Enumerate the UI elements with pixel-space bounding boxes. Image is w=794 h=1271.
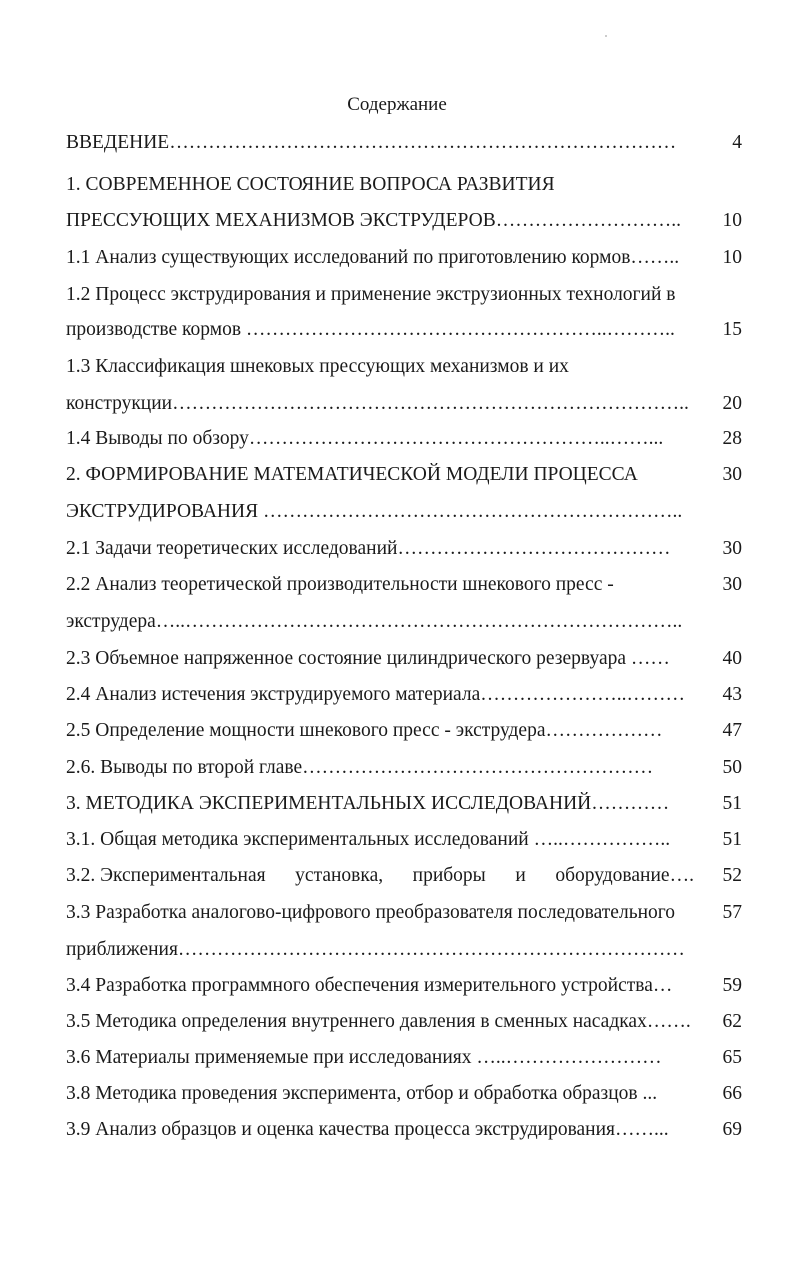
toc-entry-word: установка,	[295, 865, 384, 886]
toc-entry-text: ВВЕДЕНИЕ……………………………………………………………………	[66, 132, 677, 153]
toc-line	[66, 898, 746, 928]
toc-line	[66, 644, 746, 674]
toc-entry-text: 3.3 Разработка аналогово-цифрового преобразователя последовательного	[66, 902, 676, 923]
toc-entry-text: 3. МЕТОДИКА ЭКСПЕРИМЕНТАЛЬНЫХ ИССЛЕДОВАНИЙ…………	[66, 793, 670, 814]
toc-line	[66, 424, 746, 454]
toc-entry-text: ПРЕССУЮЩИХ МЕХАНИЗМОВ ЭКСТРУДЕРОВ………………………..	[66, 210, 681, 231]
toc-line	[66, 570, 746, 600]
toc-entry-text: 3.4 Разработка программного обеспечения измерительного устройства…	[66, 975, 673, 996]
toc-page-number: 66	[722, 1083, 742, 1104]
scan-speck	[605, 35, 607, 37]
toc-line	[66, 935, 746, 965]
toc-entry-text: конструкции……………………………………………………………………..	[66, 393, 689, 414]
toc-page-number: 10	[722, 210, 742, 231]
toc-page-number: 51	[722, 829, 742, 850]
toc-line	[66, 716, 746, 746]
toc-entry-text: производстве кормов ………………………………………………..………..	[66, 319, 675, 340]
toc-entry-text: 2.5 Определение мощности шнекового пресс - экструдера………………	[66, 720, 663, 741]
toc-entry-text: 3.6 Материалы применяемые при исследованиях …..……………………	[66, 1047, 662, 1068]
toc-entry-text: 1. СОВРЕМЕННОЕ СОСТОЯНИЕ ВОПРОСА РАЗВИТИЯ	[66, 174, 555, 195]
toc-page-number: 69	[722, 1119, 742, 1140]
toc-line	[66, 861, 746, 891]
toc-page-number: 30	[722, 538, 742, 559]
toc-entry-word: оборудование….	[555, 865, 694, 886]
toc-entry-word: 3.2. Экспериментальная	[66, 865, 266, 886]
toc-entry-text: 3.1. Общая методика экспериментальных исследований …..……………..	[66, 829, 671, 850]
toc-entry-text: 3.9 Анализ образцов и оценка качества процесса экструдирования……...	[66, 1119, 669, 1140]
toc-page-number: 59	[722, 975, 742, 996]
toc-page-number: 51	[722, 793, 742, 814]
toc-entry-text: 3.5 Методика определения внутреннего давления в сменных насадках…….	[66, 1011, 691, 1032]
toc-line	[66, 825, 746, 855]
toc-entry-text: 1.4 Выводы по обзору………………………………………………..……...	[66, 428, 664, 449]
toc-entry-text: 1.2 Процесс экструдирования и применение экструзионных технологий в	[66, 284, 676, 305]
toc-entry-text: 2.3 Объемное напряженное состояние цилиндрического резервуара ……	[66, 648, 670, 669]
toc-line	[66, 1043, 746, 1073]
toc-entry-text: 1.3 Классификация шнековых прессующих механизмов и их	[66, 356, 569, 377]
toc-entry-text: 2.4 Анализ истечения экструдируемого материала…………………..………	[66, 684, 685, 705]
toc-page-number: 52	[722, 865, 742, 886]
toc-entry-text: 3.8 Методика проведения эксперимента, отбор и обработка образцов ...	[66, 1083, 658, 1104]
toc-page-number: 20	[722, 393, 742, 414]
toc-line	[66, 170, 746, 200]
toc-page-number: 15	[722, 319, 742, 340]
toc-page-number: 28	[722, 428, 742, 449]
toc-line	[66, 460, 746, 490]
toc-page-number: 40	[722, 648, 742, 669]
toc-line	[66, 1079, 746, 1109]
toc-line	[66, 680, 746, 710]
toc-line	[66, 607, 746, 637]
toc-page-number: 30	[722, 574, 742, 595]
page-title: Содержание	[347, 94, 447, 115]
toc-line	[66, 497, 746, 527]
toc-line	[66, 243, 746, 273]
toc-entry-text: ЭКСТРУДИРОВАНИЯ ………………………………………………………..	[66, 501, 683, 522]
toc-page-number: 4	[732, 132, 742, 153]
toc-line	[66, 206, 746, 236]
toc-entry-text: 2.1 Задачи теоретических исследований……………………………………	[66, 538, 671, 559]
toc-line	[66, 534, 746, 564]
toc-page-number: 30	[722, 464, 742, 485]
toc-page-number: 65	[722, 1047, 742, 1068]
toc-entry-word: и	[515, 865, 526, 886]
toc-entry-text: 1.1 Анализ существующих исследований по приготовлению кормов……..	[66, 247, 680, 268]
toc-page-number: 62	[722, 1011, 742, 1032]
toc-entry-justified	[66, 861, 694, 891]
toc-page-number: 47	[722, 720, 742, 741]
toc-line	[66, 1007, 746, 1037]
toc-entry-word: приборы	[412, 865, 486, 886]
toc-line	[66, 753, 746, 783]
toc-entry-text: 2.2 Анализ теоретической производительности шнекового пресс -	[66, 574, 614, 595]
toc-line	[66, 128, 746, 158]
toc-page-number: 43	[722, 684, 742, 705]
toc-line	[66, 389, 746, 419]
toc-page-number: 10	[722, 247, 742, 268]
toc-line	[66, 971, 746, 1001]
toc-line	[66, 1115, 746, 1145]
toc-page-number: 50	[722, 757, 742, 778]
toc-entry-text: приближения……………………………………………………………………	[66, 939, 685, 960]
toc-line	[66, 352, 746, 382]
toc-line	[66, 315, 746, 345]
toc-entry-text: экструдера…..…………………………………………………………………..	[66, 611, 683, 632]
toc-page-number: 57	[722, 902, 742, 923]
toc-line	[66, 280, 746, 310]
toc-entry-text: 2. ФОРМИРОВАНИЕ МАТЕМАТИЧЕСКОЙ МОДЕЛИ ПРОЦЕССА	[66, 464, 638, 485]
toc-entry-text: 2.6. Выводы по второй главе………………………………………………	[66, 757, 654, 778]
toc-line	[66, 789, 746, 819]
